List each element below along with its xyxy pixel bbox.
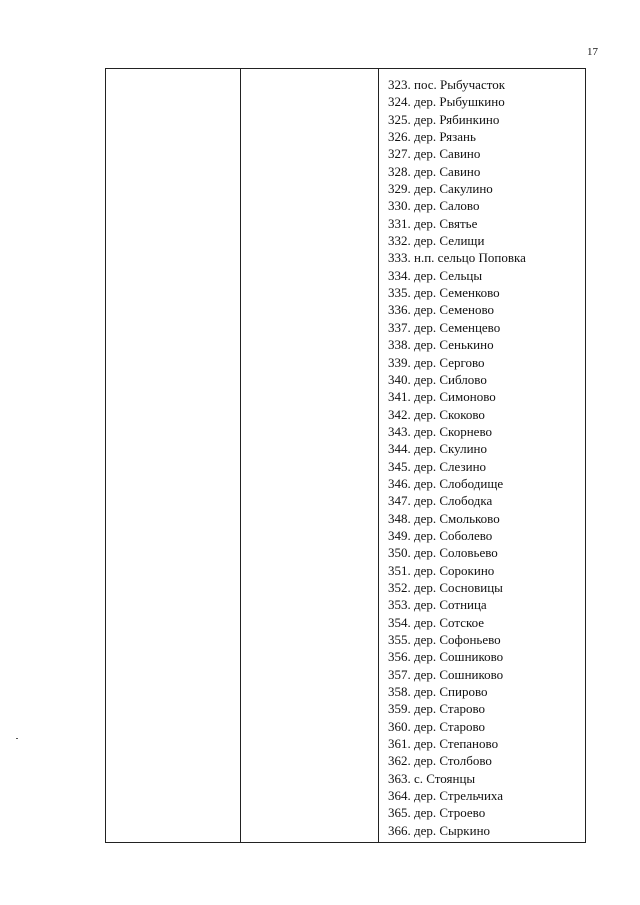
settlement-item: 366. дер. Сыркино <box>388 822 491 838</box>
settlement-item: 353. дер. Сотница <box>388 597 487 613</box>
settlement-item: 362. дер. Столбово <box>388 753 492 769</box>
settlement-item: 337. дер. Семенцево <box>388 319 501 335</box>
settlements-table <box>105 68 586 843</box>
settlement-item: 331. дер. Святье <box>388 215 478 231</box>
settlement-item: 338. дер. Сенькино <box>388 337 494 353</box>
column-divider-1 <box>240 69 241 842</box>
settlement-item: 324. дер. Рыбушкино <box>388 94 505 110</box>
settlement-item: 343. дер. Скорнево <box>388 423 492 439</box>
scan-speck <box>16 738 18 739</box>
settlement-item: 349. дер. Соболево <box>388 527 493 543</box>
settlement-item: 358. дер. Спирово <box>388 684 488 700</box>
settlement-item: 350. дер. Соловьево <box>388 545 498 561</box>
settlement-item: 334. дер. Сельцы <box>388 267 483 283</box>
settlement-item: 339. дер. Сергово <box>388 354 485 370</box>
settlement-item: 346. дер. Слободище <box>388 475 504 491</box>
settlement-item: 340. дер. Сиблово <box>388 371 487 387</box>
settlement-item: 344. дер. Скулино <box>388 441 488 457</box>
settlement-item: 345. дер. Слезино <box>388 458 487 474</box>
settlement-item: 348. дер. Смольково <box>388 510 500 526</box>
settlement-item: 333. н.п. сельцо Поповка <box>388 250 526 266</box>
settlement-item: 336. дер. Семеново <box>388 302 494 318</box>
settlement-item: 329. дер. Сакулино <box>388 181 493 197</box>
settlement-item: 327. дер. Савино <box>388 146 481 162</box>
column-divider-2 <box>378 69 379 842</box>
settlement-item: 323. пос. Рыбучасток <box>388 77 506 92</box>
settlement-item: 361. дер. Степаново <box>388 736 499 752</box>
settlement-item: 354. дер. Сотское <box>388 614 485 630</box>
settlement-item: 356. дер. Сошниково <box>388 649 504 665</box>
settlement-item: 328. дер. Савино <box>388 163 481 179</box>
settlement-item: 330. дер. Салово <box>388 198 480 214</box>
settlement-item: 355. дер. Софоньево <box>388 632 501 647</box>
settlement-item: 365. дер. Строево <box>388 805 486 821</box>
settlement-item: 325. дер. Рябинкино <box>388 111 500 127</box>
settlement-item: 342. дер. Скоково <box>388 406 485 422</box>
settlement-item: 335. дер. Семенково <box>388 285 500 301</box>
settlement-item: 332. дер. Селищи <box>388 233 485 249</box>
settlement-item: 364. дер. Стрельчиха <box>388 788 504 804</box>
page-number: 17 <box>587 46 598 58</box>
settlement-item: 347. дер. Слободка <box>388 493 493 509</box>
settlement-item: 359. дер. Старово <box>388 701 486 717</box>
settlement-item: 363. с. Стоянцы <box>388 770 476 786</box>
settlement-list <box>388 76 526 839</box>
settlement-item: 341. дер. Симоново <box>388 389 496 405</box>
settlement-item: 326. дер. Рязань <box>388 129 476 145</box>
settlement-item: 351. дер. Сорокино <box>388 562 495 578</box>
settlement-item: 360. дер. Старово <box>388 718 486 734</box>
settlement-item: 352. дер. Сосновицы <box>388 579 503 595</box>
settlement-item: 357. дер. Сошниково <box>388 666 504 682</box>
